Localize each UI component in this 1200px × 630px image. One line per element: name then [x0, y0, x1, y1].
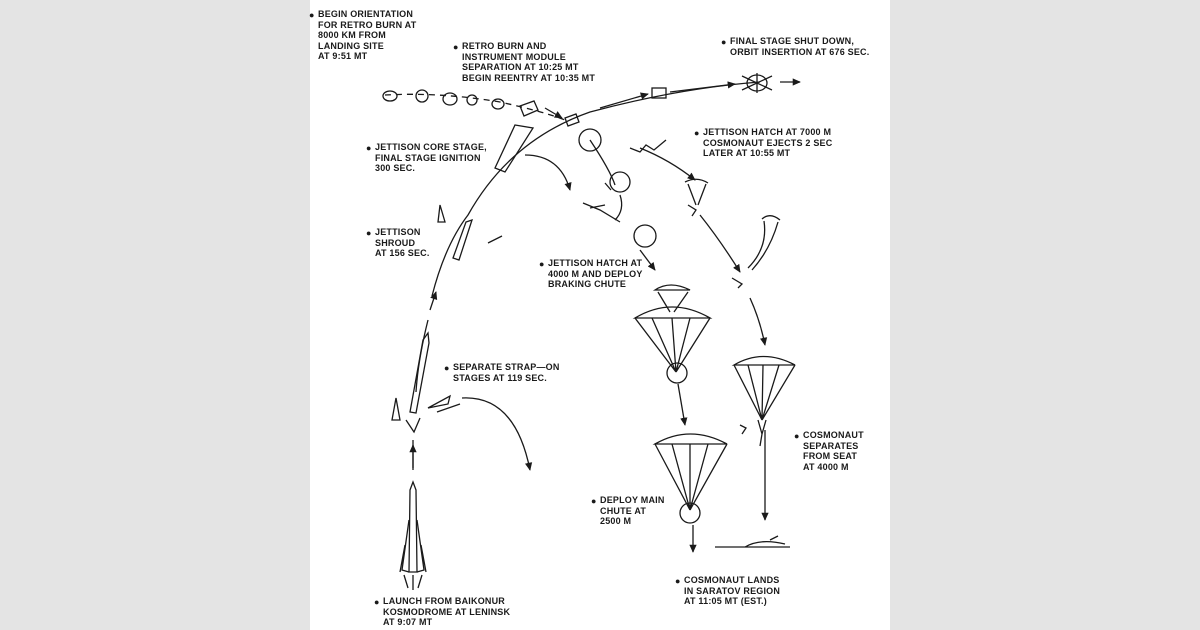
- label-final-stage: ● FINAL STAGE SHUT DOWN, ORBIT INSERTION AT 676 SEC.: [721, 36, 870, 57]
- bullet-icon: ●: [675, 576, 681, 586]
- launch-exhaust: [404, 575, 422, 590]
- retro-module: [565, 114, 579, 126]
- label-begin-orientation: ● BEGIN ORIENTATION FOR RETRO BURN AT 8000 KM FROM LANDING SITE AT 9:51 MT: [309, 9, 417, 61]
- shroud-piece-2: [488, 236, 502, 243]
- main-chute-canopy: [655, 434, 727, 444]
- label-core-stage: ● JETTISON CORE STAGE, FINAL STAGE IGNITION 300 SEC.: [366, 142, 487, 173]
- braking-chute-canopy: [655, 285, 690, 290]
- strapon-falling-1: [392, 398, 400, 420]
- drogue-chute: [748, 216, 780, 270]
- bullet-icon: ●: [539, 259, 545, 269]
- landed-capsule: [715, 536, 790, 547]
- label-shroud: ● JETTISON SHROUD AT 156 SEC.: [366, 227, 430, 258]
- bullet-icon: ●: [374, 597, 380, 607]
- ascent-rocket: [410, 333, 429, 413]
- cosmonaut-path-3: [750, 298, 765, 345]
- shroud-piece-1: [438, 205, 445, 222]
- orbit-arrow-2: [670, 84, 735, 92]
- hatch-debris: [583, 203, 620, 222]
- main-descent-1: [678, 384, 685, 425]
- capsule-orbit-5: [492, 99, 504, 109]
- small-chute: [685, 179, 708, 205]
- bullet-icon: ●: [366, 143, 372, 153]
- capsule-orbit-3: [443, 93, 457, 105]
- drogue-cosmonaut: [732, 278, 742, 288]
- bullet-icon: ●: [444, 363, 450, 373]
- capsule-sphere-3: [634, 225, 656, 247]
- strapon-falling-2: [428, 396, 450, 408]
- upper-rocket: [453, 220, 472, 260]
- label-main-chute: ● DEPLOY MAIN CHUTE AT 2500 M: [591, 495, 665, 526]
- label-hatch-4000: ● JETTISON HATCH AT 4000 M AND DEPLOY BRAKING CHUTE: [539, 258, 643, 289]
- capsule-orbit-2: [416, 90, 428, 102]
- capsule-sphere-2: [610, 172, 630, 192]
- bullet-icon: ●: [453, 42, 459, 52]
- bullet-icon: ●: [694, 128, 700, 138]
- capsule-orbit-4: [467, 95, 477, 105]
- label-cosmonaut-lands: ● COSMONAUT LANDS IN SARATOV REGION AT 11:05 MT (EST.): [675, 575, 781, 606]
- cosmonaut-chute-lines: [734, 365, 795, 420]
- launch-rocket-strapons: [400, 520, 426, 572]
- bullet-icon: ●: [366, 228, 372, 238]
- capsule-orbit-1: [383, 91, 397, 101]
- label-launch: ● LAUNCH FROM BAIKONUR KOSMODROME AT LENINSK AT 9:07 MT: [374, 596, 511, 627]
- orbit-arrow: [600, 94, 648, 108]
- label-strapon: ● SEPARATE STRAP—ON STAGES AT 119 SEC.: [444, 362, 560, 383]
- main-chute-lines: [655, 444, 727, 510]
- cosmonaut-chute-canopy: [734, 357, 795, 366]
- label-cosmonaut-separates: ● COSMONAUT SEPARATES FROM SEAT AT 4000 M: [794, 430, 864, 472]
- label-hatch-7000: ● JETTISON HATCH AT 7000 M COSMONAUT EJECTS 2 SEC LATER AT 10:55 MT: [694, 127, 833, 158]
- cosmonaut-path-1: [640, 148, 695, 180]
- cosmonaut-path-2: [700, 215, 740, 272]
- ejected-seat: [688, 205, 696, 216]
- bullet-icon: ●: [309, 10, 315, 20]
- core-stage-body: [495, 125, 533, 172]
- reentry-path: [385, 94, 565, 120]
- bullet-icon: ●: [591, 496, 597, 506]
- hatch-7000-squiggle: [630, 140, 666, 152]
- bullet-icon: ●: [794, 431, 800, 441]
- large-chute-1-canopy: [635, 307, 710, 318]
- ascent-rocket-base: [406, 418, 420, 432]
- strapon-fall-arc: [462, 398, 530, 470]
- label-retro-burn: ● RETRO BURN AND INSTRUMENT MODULE SEPARATION AT 10:25 MT BEGIN REENTRY AT 10:35 MT: [453, 41, 596, 83]
- separated-seat: [740, 425, 746, 434]
- bullet-icon: ●: [721, 37, 727, 47]
- launch-rocket-core: [409, 482, 417, 572]
- core-fall-arc: [525, 155, 570, 190]
- braking-chute-lines: [658, 292, 688, 312]
